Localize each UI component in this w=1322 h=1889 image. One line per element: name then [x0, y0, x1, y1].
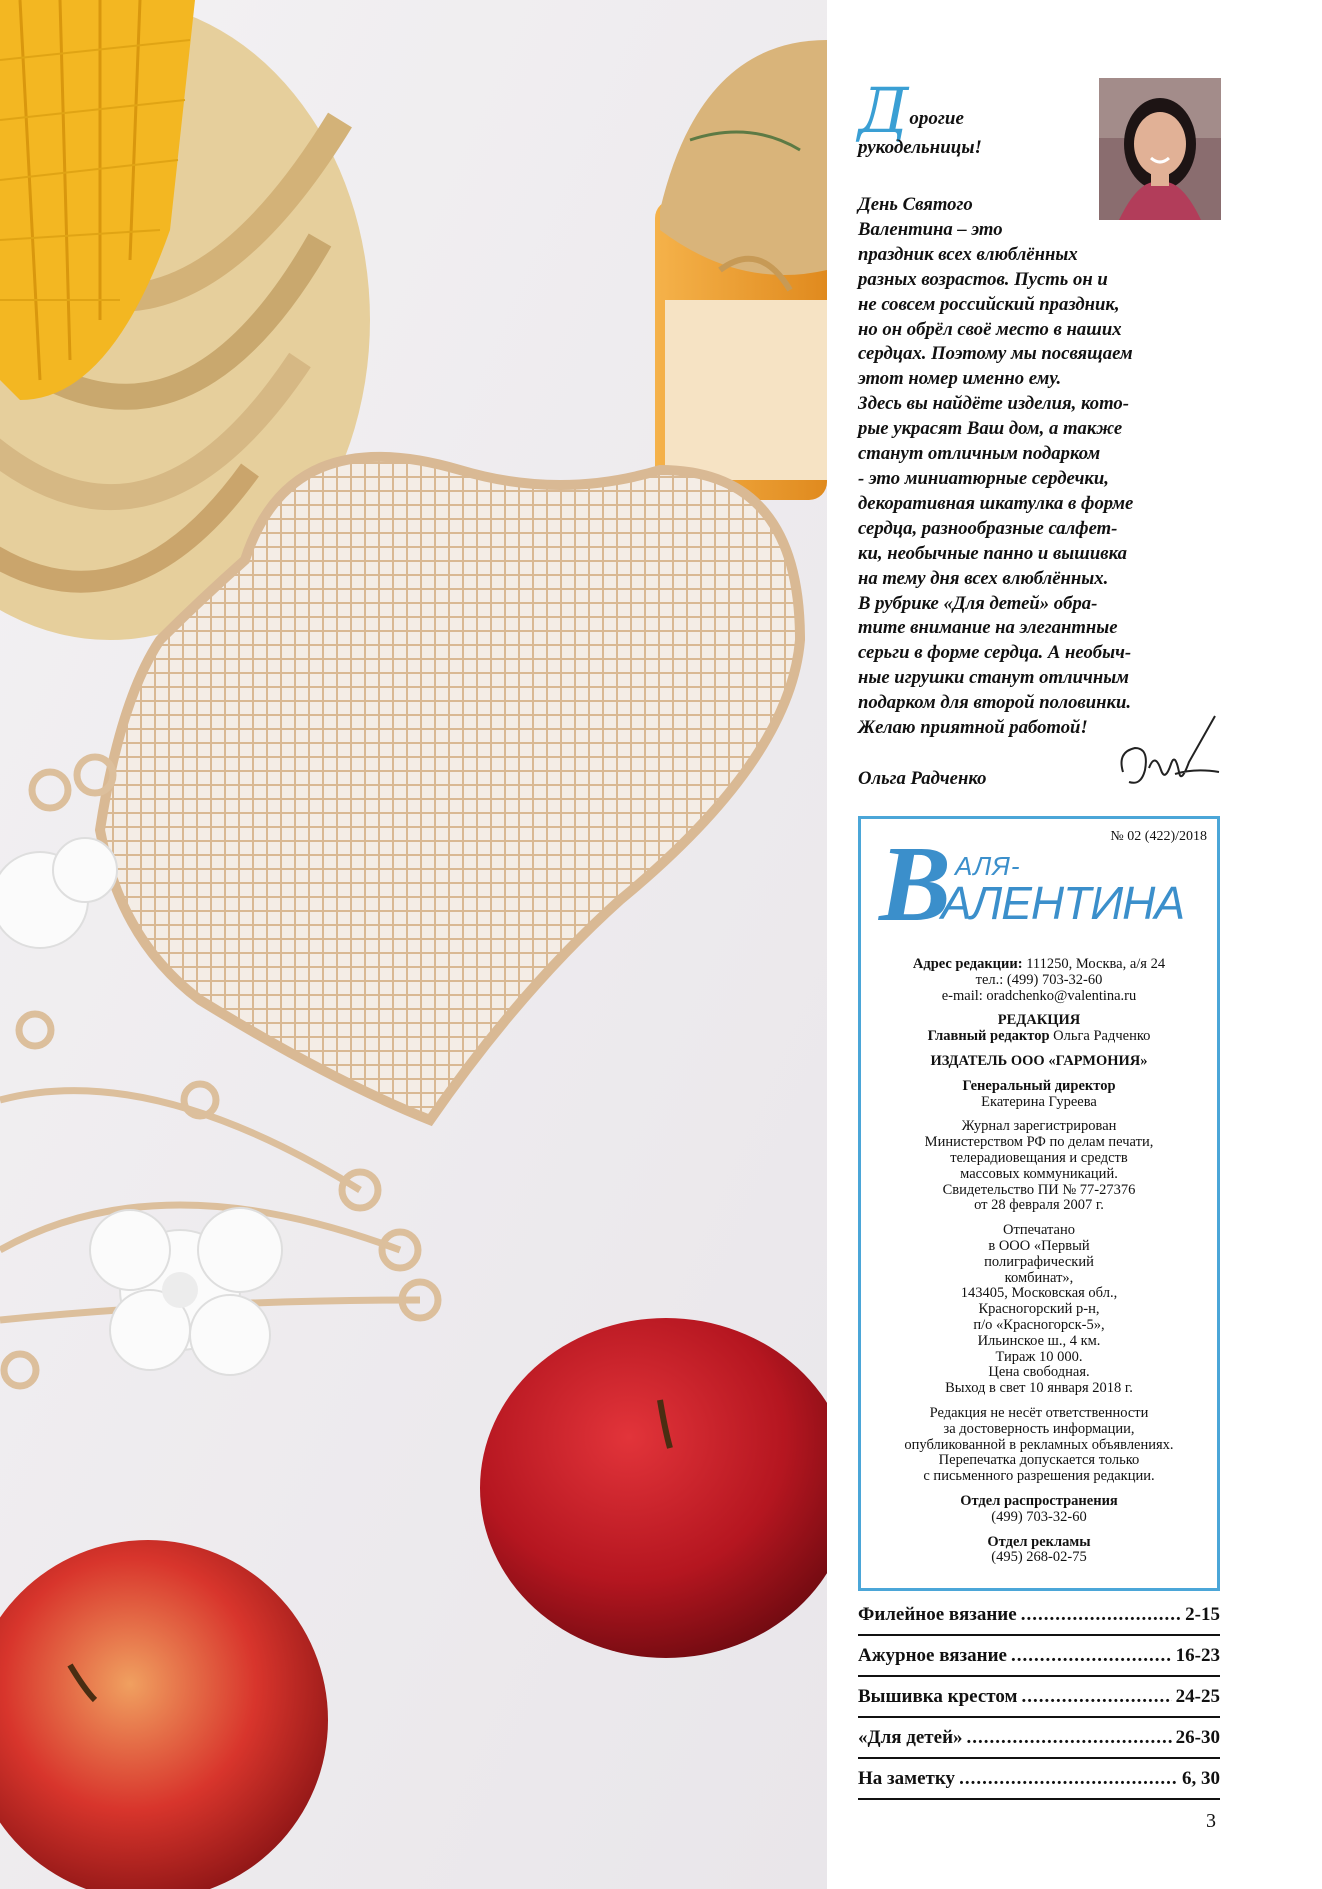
disclaimer-line: с письменного разрешения редакции. — [923, 1468, 1155, 1485]
letter-line: тите внимание на элегантные — [858, 617, 1118, 639]
toc-leader — [1011, 1645, 1172, 1667]
logo-initial: В — [879, 825, 952, 944]
greeting-initial: Д — [858, 74, 909, 147]
greeting — [858, 74, 1088, 159]
printing-line: 143405, Московская обл., — [960, 1285, 1118, 1302]
toc-pages: 6, 30 — [1182, 1768, 1220, 1789]
issue-number: № 02 (422)/2018 — [1110, 829, 1207, 844]
printing-line: Красногорский р-н, — [978, 1301, 1100, 1318]
printing-line: Выход в свет 10 января 2018 г. — [945, 1380, 1133, 1397]
letter-line: декоративная шкатулка в форме — [858, 492, 1134, 514]
table-of-contents — [858, 1604, 1220, 1809]
registration-line: Министерством РФ по делам печати, — [924, 1134, 1154, 1151]
toc-leader — [1021, 1604, 1181, 1626]
phone: тел.: (499) 703-32-60 — [975, 971, 1103, 988]
signer-name: Ольга Радченко — [858, 768, 987, 789]
toc-item[interactable] — [858, 1768, 1220, 1800]
disclaimer-line: Перепечатка допускается только — [938, 1452, 1140, 1469]
publisher: ИЗДАТЕЛЬ ООО «ГАРМОНИЯ» — [930, 1052, 1148, 1069]
handwritten-signature — [1115, 712, 1225, 802]
editorial-heading: РЕДАКЦИЯ — [997, 1012, 1081, 1029]
letter-line: сердца, разнообразные салфет- — [858, 517, 1118, 539]
letter-line: праздник всех влюблённых — [858, 243, 1078, 265]
toc-item[interactable] — [858, 1727, 1220, 1759]
letter-line: В рубрике «Для детей» обра- — [858, 592, 1098, 614]
registration-line: Свидетельство ПИ № 77-27376 — [942, 1181, 1136, 1198]
greeting-line2: рукодельницы! — [858, 137, 982, 158]
toc-label: Вышивка крестом — [858, 1686, 1018, 1707]
registration-line: телерадиовещания и средств — [950, 1149, 1128, 1166]
letter-line: - это миниатюрные сердечки, — [858, 467, 1109, 489]
letter-line: этот номер именно ему. — [858, 368, 1062, 390]
ads-label: Отдел рекламы — [987, 1533, 1091, 1550]
toc-item[interactable] — [858, 1604, 1220, 1636]
letter-line: Здесь вы найдёте изделия, кото- — [858, 393, 1129, 415]
ads-phone: (495) 268-02-75 — [991, 1549, 1087, 1566]
chief-editor-label: Главный редактор — [927, 1028, 1050, 1045]
letter-line: но он обрёл своё место в наших — [858, 318, 1122, 340]
registration-line: Журнал зарегистрирован — [961, 1118, 1117, 1135]
printing-line: комбинат», — [1004, 1269, 1074, 1286]
toc-label: «Для детей» — [858, 1727, 963, 1748]
disclaimer-line: за достоверность информации, — [943, 1420, 1135, 1437]
registration-line: массовых коммуникаций. — [960, 1165, 1118, 1182]
logo-top: АЛЯ- — [955, 851, 1021, 881]
toc-pages: 2-15 — [1185, 1604, 1220, 1625]
toc-label: Ажурное вязание — [858, 1645, 1007, 1666]
printing-line: Цена свободная. — [988, 1364, 1090, 1381]
letter-line: Желаю приятной работой! — [858, 717, 1088, 739]
letter-line: разных возрастов. Пусть он и — [858, 268, 1108, 290]
toc-leader — [959, 1768, 1178, 1790]
disclaimer-line: Редакция не несёт ответственности — [929, 1404, 1149, 1421]
toc-label: Филейное вязание — [858, 1604, 1017, 1625]
printing-line: Тираж 10 000. — [995, 1348, 1083, 1365]
letter-line: Валентина – это — [858, 218, 1003, 240]
toc-item[interactable] — [858, 1686, 1220, 1718]
letter-line: станут отличным подарком — [858, 443, 1101, 465]
letter-line: серьги в форме сердца. А необыч- — [858, 642, 1132, 664]
printing-line: Ильинское ш., 4 км. — [977, 1332, 1101, 1349]
registration-line: от 28 февраля 2007 г. — [974, 1197, 1104, 1214]
chief-editor-name: Ольга Радченко — [1049, 1028, 1151, 1045]
disclaimer-line: опубликованной в рекламных объявлениях. — [904, 1436, 1174, 1453]
greeting-line1: орогие — [909, 108, 964, 129]
letter-line: ки, необычные панно и вышивка — [858, 542, 1127, 564]
toc-item[interactable] — [858, 1645, 1220, 1677]
toc-leader — [1021, 1686, 1171, 1708]
imprint-box — [858, 816, 1220, 1591]
toc-leader — [967, 1727, 1172, 1749]
letter-line: День Святого — [858, 194, 973, 215]
imprint-info — [867, 957, 1211, 1575]
toc-pages: 26-30 — [1175, 1727, 1220, 1748]
editor-letter — [858, 193, 1218, 741]
printing-line: полиграфический — [984, 1253, 1094, 1270]
printing-line: в ООО «Первый — [988, 1237, 1090, 1254]
disclaimer-text — [867, 1406, 1211, 1485]
letter-line: сердцах. Поэтому мы посвящаем — [858, 343, 1133, 365]
printing-line: Отпечатано — [1003, 1222, 1075, 1239]
printing-line: п/о «Красногорск-5», — [973, 1316, 1105, 1333]
letter-line: ные игрушки станут отличным — [858, 667, 1129, 689]
letter-line: рые украсят Ваш дом, а также — [858, 418, 1123, 440]
toc-pages: 24-25 — [1175, 1686, 1220, 1707]
printing-text — [867, 1223, 1211, 1397]
letter-line: на тему дня всех влюблённых. — [858, 567, 1109, 589]
distribution-label: Отдел распространения — [960, 1492, 1118, 1509]
toc-label: На заметку — [858, 1768, 956, 1789]
letter-line: не совсем российский праздник, — [858, 293, 1120, 315]
logo-rest: АЛЕНТИНА — [941, 877, 1185, 929]
distribution-phone: (499) 703-32-60 — [991, 1508, 1087, 1525]
address-label: Адрес редакции: — [912, 956, 1023, 972]
director-label: Генеральный директор — [962, 1077, 1116, 1094]
address: 111250, Москва, а/я 24 — [1022, 956, 1166, 972]
letter-line: подарком для второй половинки. — [858, 692, 1132, 714]
registration-text — [867, 1119, 1211, 1214]
director-name: Екатерина Гуреева — [981, 1093, 1097, 1110]
email: e-mail: oradchenko@valentina.ru — [941, 987, 1137, 1004]
toc-pages: 16-23 — [1175, 1645, 1220, 1666]
page-number: 3 — [1206, 1810, 1216, 1832]
